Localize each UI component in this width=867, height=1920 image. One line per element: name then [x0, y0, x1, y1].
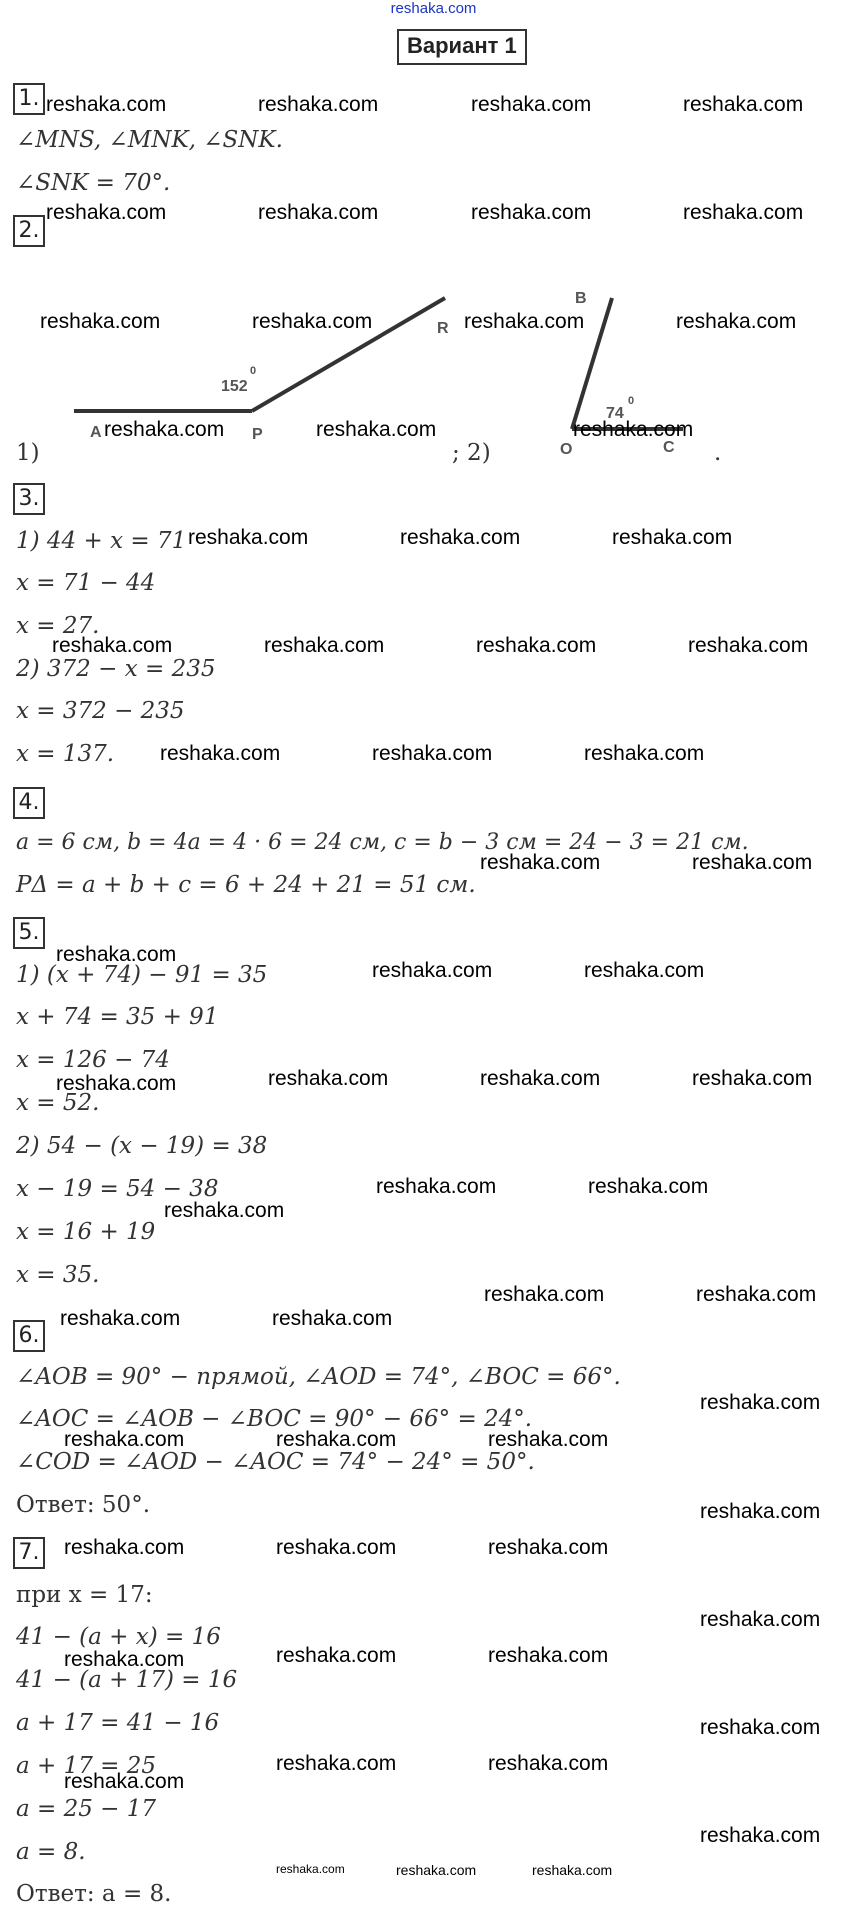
- watermark: reshaka.com: [56, 1072, 177, 1095]
- watermark: reshaka.com: [573, 418, 694, 441]
- label-p: P: [252, 426, 263, 443]
- watermark: reshaka.com: [372, 959, 493, 982]
- watermark: reshaka.com: [396, 1862, 477, 1878]
- watermark: reshaka.com: [64, 1648, 185, 1671]
- watermark: reshaka.com: [488, 1752, 609, 1775]
- site-link[interactable]: reshaka.com: [390, 0, 477, 17]
- watermark: reshaka.com: [64, 1428, 185, 1451]
- watermark: reshaka.com: [676, 310, 797, 333]
- task7-line-7: a = 8.: [16, 1839, 86, 1865]
- task3-line-4: 2) 372 − x = 235: [16, 656, 216, 682]
- task-number-3: 3.: [13, 483, 45, 515]
- watermark: reshaka.com: [584, 742, 705, 765]
- task3-line-6: x = 137.: [16, 741, 115, 767]
- task2-answer-1: 1): [16, 440, 40, 466]
- watermark: reshaka.com: [700, 1500, 821, 1523]
- watermark: reshaka.com: [276, 1536, 397, 1559]
- watermark: reshaka.com: [464, 310, 585, 333]
- watermark: reshaka.com: [480, 1067, 601, 1090]
- task6-line-2: ∠AOC = ∠AOB − ∠BOC = 90° − 66° = 24°.: [16, 1406, 533, 1432]
- task5-line-7: x = 16 + 19: [16, 1219, 156, 1245]
- label-b: B: [575, 290, 587, 307]
- watermark: reshaka.com: [700, 1824, 821, 1847]
- watermark: reshaka.com: [46, 201, 167, 224]
- task2-end: .: [714, 440, 722, 466]
- angle-value-152: 152: [221, 378, 248, 395]
- watermark: reshaka.com: [471, 93, 592, 116]
- watermark: reshaka.com: [64, 1770, 185, 1793]
- watermark: reshaka.com: [272, 1307, 393, 1330]
- degree-mark-1: 0: [250, 365, 257, 377]
- watermark: reshaka.com: [692, 1067, 813, 1090]
- watermark: reshaka.com: [700, 1608, 821, 1631]
- task3-line-3: x = 27.: [16, 613, 100, 639]
- task3-line-1: 1) 44 + x = 71: [16, 528, 187, 554]
- watermark: reshaka.com: [471, 201, 592, 224]
- task2-answer-2: ; 2): [452, 440, 491, 466]
- task-number-5: 5.: [13, 917, 45, 949]
- label-c: C: [663, 439, 675, 456]
- watermark: reshaka.com: [532, 1862, 613, 1878]
- watermark: reshaka.com: [276, 1428, 397, 1451]
- watermark: reshaka.com: [400, 526, 521, 549]
- angle-figures: [0, 0, 867, 480]
- watermark: reshaka.com: [60, 1307, 181, 1330]
- angle-value-74: 74: [606, 405, 624, 422]
- watermark: reshaka.com: [488, 1428, 609, 1451]
- watermark: reshaka.com: [480, 851, 601, 874]
- watermark: reshaka.com: [52, 634, 173, 657]
- label-o: O: [560, 441, 573, 458]
- task-number-4: 4.: [13, 787, 45, 819]
- task3-line-2: x = 71 − 44: [16, 570, 156, 596]
- task5-line-6: x − 19 = 54 − 38: [16, 1176, 219, 1202]
- watermark: reshaka.com: [164, 1199, 285, 1222]
- watermark: reshaka.com: [692, 851, 813, 874]
- watermark: reshaka.com: [264, 634, 385, 657]
- watermark: reshaka.com: [476, 634, 597, 657]
- watermark: reshaka.com: [276, 1644, 397, 1667]
- watermark: reshaka.com: [588, 1175, 709, 1198]
- task-number-2: 2.: [13, 215, 45, 247]
- label-a: A: [90, 424, 102, 441]
- watermark: reshaka.com: [64, 1536, 185, 1559]
- task7-answer: Ответ: a = 8.: [16, 1881, 172, 1907]
- watermark: reshaka.com: [188, 526, 309, 549]
- task7-line-6: a = 25 − 17: [16, 1796, 157, 1822]
- watermark: reshaka.com: [376, 1175, 497, 1198]
- watermark: reshaka.com: [276, 1862, 345, 1876]
- watermark: reshaka.com: [46, 93, 167, 116]
- watermark: reshaka.com: [612, 526, 733, 549]
- task5-line-8: x = 35.: [16, 1262, 100, 1288]
- task5-line-3: x = 126 − 74: [16, 1047, 170, 1073]
- task5-line-2: x + 74 = 35 + 91: [16, 1004, 219, 1030]
- watermark: reshaka.com: [316, 418, 437, 441]
- watermark: reshaka.com: [276, 1752, 397, 1775]
- watermark: reshaka.com: [488, 1536, 609, 1559]
- task-number-1: 1.: [13, 83, 45, 115]
- task4-line-1: a = 6 см, b = 4a = 4 · 6 = 24 см, c = b − 3 см = 24 − 3 = 21 см.: [16, 830, 749, 855]
- watermark: reshaka.com: [696, 1283, 817, 1306]
- task5-line-1: 1) (x + 74) − 91 = 35: [16, 962, 268, 988]
- task-number-7: 7.: [13, 1537, 45, 1569]
- watermark: reshaka.com: [700, 1716, 821, 1739]
- label-r: R: [437, 320, 449, 337]
- watermark: reshaka.com: [700, 1391, 821, 1414]
- watermark: reshaka.com: [484, 1283, 605, 1306]
- task-number-6: 6.: [13, 1320, 45, 1352]
- watermark: reshaka.com: [258, 93, 379, 116]
- task6-line-1: ∠AOB = 90° − прямой, ∠AOD = 74°, ∠BOC = 66°.: [16, 1364, 621, 1390]
- watermark: reshaka.com: [104, 418, 225, 441]
- task7-line-1: при x = 17:: [16, 1582, 153, 1608]
- task4-line-2: PΔ = a + b + c = 6 + 24 + 21 = 51 см.: [16, 872, 476, 898]
- watermark: reshaka.com: [488, 1644, 609, 1667]
- degree-mark-2: 0: [628, 395, 635, 407]
- watermark: reshaka.com: [252, 310, 373, 333]
- task5-line-5: 2) 54 − (x − 19) = 38: [16, 1133, 268, 1159]
- task6-answer: Ответ: 50°.: [16, 1492, 151, 1518]
- watermark: reshaka.com: [683, 201, 804, 224]
- watermark: reshaka.com: [40, 310, 161, 333]
- watermark: reshaka.com: [683, 93, 804, 116]
- watermark: reshaka.com: [584, 959, 705, 982]
- task1-line-1: ∠MNS, ∠MNK, ∠SNK.: [16, 127, 283, 153]
- watermark: reshaka.com: [372, 742, 493, 765]
- task3-line-5: x = 372 − 235: [16, 698, 185, 724]
- task5-line-4: x = 52.: [16, 1090, 100, 1116]
- task1-line-2: ∠SNK = 70°.: [16, 170, 171, 196]
- watermark: reshaka.com: [56, 943, 177, 966]
- task6-line-3: ∠COD = ∠AOD − ∠AOC = 74° − 24° = 50°.: [16, 1449, 535, 1475]
- watermark: reshaka.com: [258, 201, 379, 224]
- task7-line-5: a + 17 = 25: [16, 1753, 157, 1779]
- variant-title: Вариант 1: [397, 29, 527, 65]
- watermark: reshaka.com: [160, 742, 281, 765]
- task7-line-3: 41 − (a + 17) = 16: [16, 1667, 238, 1693]
- watermark: reshaka.com: [688, 634, 809, 657]
- watermark: reshaka.com: [268, 1067, 389, 1090]
- task7-line-4: a + 17 = 41 − 16: [16, 1710, 220, 1736]
- task7-line-2: 41 − (a + x) = 16: [16, 1624, 221, 1650]
